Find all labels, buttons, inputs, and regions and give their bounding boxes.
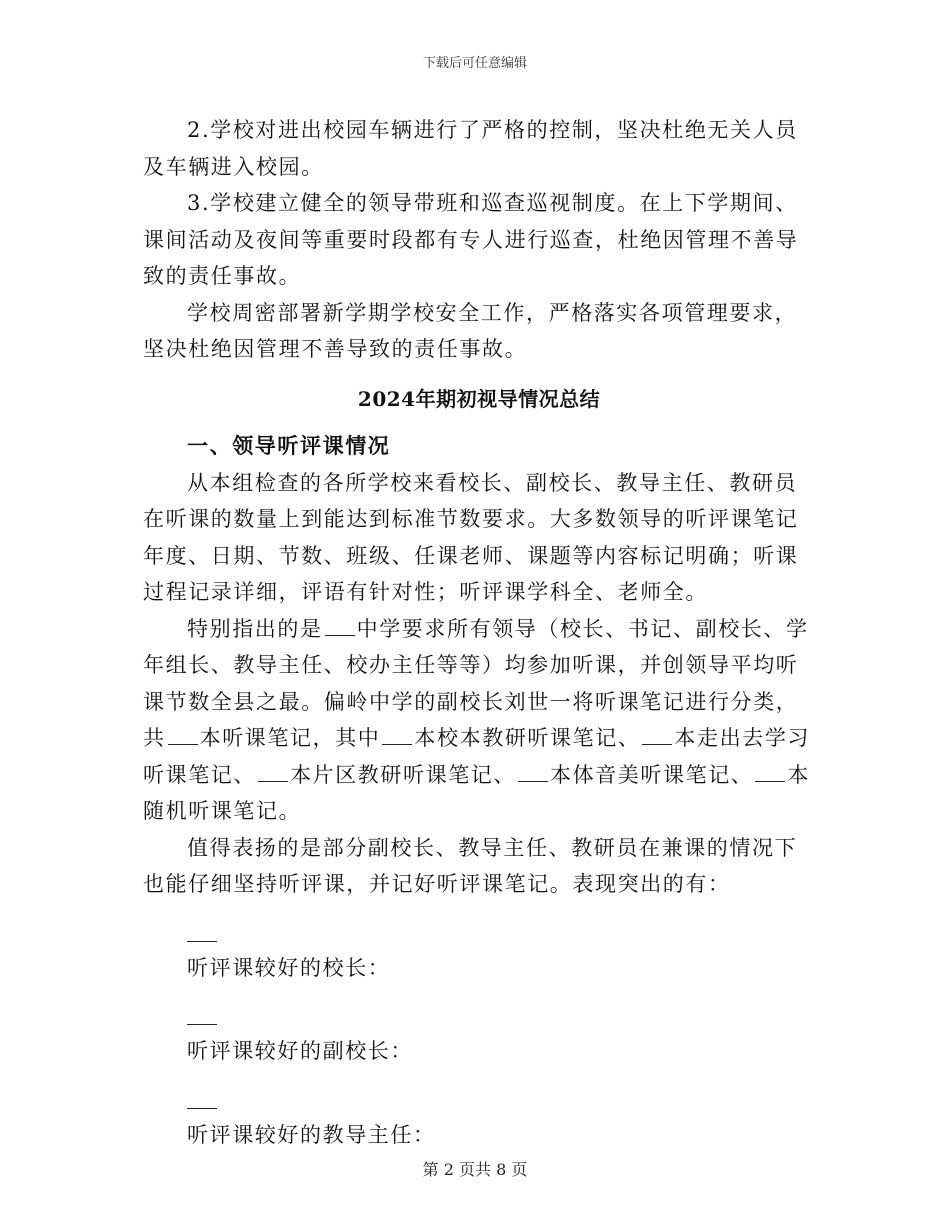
blank-line [258, 761, 288, 782]
blank-line [642, 724, 672, 745]
blank-line [187, 921, 217, 942]
blank-line [187, 1004, 217, 1025]
list-item: 听评课较好的校长： [187, 955, 391, 980]
list-item: 听评课较好的副校长： [187, 1039, 413, 1063]
text-segment: 本校本教研听课笔记、 [414, 726, 641, 750]
paragraph: 值得表扬的是部分副校长、教导主任、教研员在兼课的情况下也能仔细坚持听评课，并记好听评课笔记。表现突出的有： [143, 835, 798, 896]
section-heading: 一、领导听评课情况 [187, 433, 391, 458]
page-header: 下载后可任意编辑 [422, 56, 527, 71]
paragraph: 从本组检查的各所学校来看校长、副校长、教导主任、教研员在听课的数量上到能达到标准节数要求。大多数领导的听评课笔记年度、日期、节数、班级、任课老师、课题等内容标记明确；听课过程记录详细，评语有针对性；听评课学科全、老师全。 [143, 470, 799, 604]
blank-line [168, 724, 198, 745]
text-segment: 特别指出的是 [187, 616, 323, 641]
document-body [143, 112, 815, 1153]
list-item: 听评课较好的教导主任： [187, 1122, 436, 1147]
text-segment: 本走出去学习听课笔记、 [143, 726, 811, 787]
text-segment: 中学要求所有领导（校长、书记、副校长、学年组长、教导主任、校办主任等等）均参加听课，并创领导平均听课节数全县之最。偏岭中学的副校长刘世一将听课笔记进行分类，共 [143, 616, 809, 750]
blank-line [325, 615, 355, 636]
blank-line [187, 1088, 217, 1109]
text-segment: 本体音美听课笔记、 [550, 762, 754, 787]
paragraph: 2.学校对进出校园车辆进行了严格的控制，坚决杜绝无关人员及车辆进入校园。 [143, 118, 798, 179]
blank-line [755, 761, 785, 782]
blank-line [518, 761, 548, 782]
text-segment: 本听课笔记，其中 [199, 726, 381, 750]
text-segment: 本随机听课笔记。 [143, 762, 811, 823]
page-footer: 第 2 页共 8 页 [422, 1160, 528, 1179]
paragraph [143, 611, 815, 830]
blank-line [382, 724, 412, 745]
document-title: 2024年期初视导情况总结 [357, 386, 601, 411]
text-segment: 本片区教研听课笔记、 [290, 762, 516, 787]
paragraph: 学校周密部署新学期学校安全工作，严格落实各项管理要求，坚决杜绝因管理不善导致的责任事故。 [143, 300, 798, 361]
paragraph: 3.学校建立健全的领导带班和巡查巡视制度。在上下学期间、课间活动及夜间等重要时段都有专人进行巡查，杜绝因管理不善导致的责任事故。 [143, 191, 799, 288]
